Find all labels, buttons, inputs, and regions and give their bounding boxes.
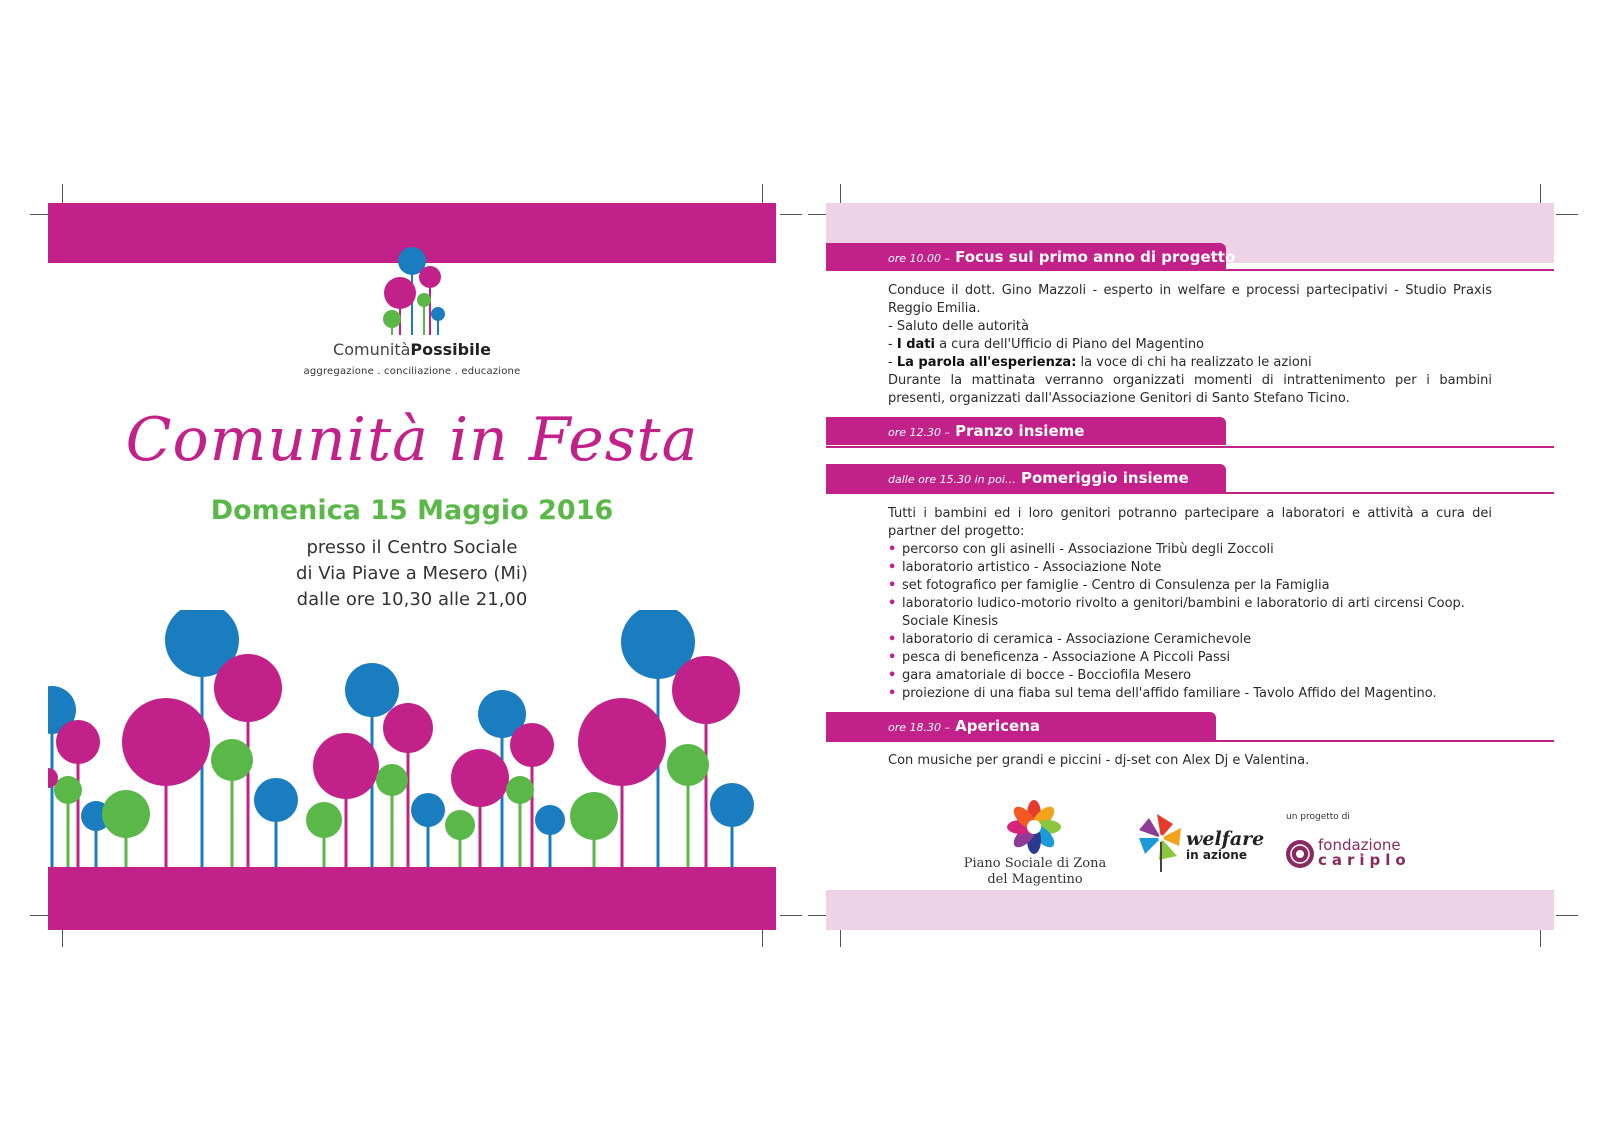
right-footer-bar xyxy=(826,890,1554,930)
piano-sociale-label xyxy=(960,856,1110,888)
section-time: dalle ore 15.30 in poi… xyxy=(888,473,1016,486)
section-divider xyxy=(826,446,1554,448)
piano-line-1: Piano Sociale di Zona xyxy=(963,856,1107,871)
logo-wordmark xyxy=(48,340,776,359)
welfare-sub: in azione xyxy=(1186,848,1247,862)
pinwheel-logo-icon xyxy=(1135,812,1187,872)
logo-word-2: Possibile xyxy=(410,340,491,359)
section-divider xyxy=(826,740,1554,742)
list-item: • laboratorio artistico - Associazione Note xyxy=(888,559,1492,577)
left-footer-bar xyxy=(48,867,776,930)
section-heading: Apericena xyxy=(955,717,1041,735)
focus-line-saluto: - Saluto delle autorità xyxy=(888,319,1029,334)
piano-line-2: del Magentino xyxy=(987,872,1083,887)
fondazione-line-2: cariplo xyxy=(1318,851,1411,869)
list-item: • laboratorio di ceramica - Associazione Ceramichevole xyxy=(888,631,1492,649)
comunita-possibile-logo-icon xyxy=(370,243,460,338)
activity-list xyxy=(888,541,1492,703)
event-venue-line: presso il Centro Sociale xyxy=(306,537,518,558)
fondazione-cariplo-logo-icon xyxy=(1284,838,1316,870)
list-item: • gara amatoriale di bocce - Bocciofila Mesero xyxy=(888,667,1492,685)
item-rest: la voce di chi ha realizzato le azioni xyxy=(1076,355,1312,370)
apericena-text: Con musiche per grandi e piccini - dj-set con Alex Dj e Valentina. xyxy=(888,753,1310,768)
crop-mark xyxy=(780,214,802,215)
section-apericena-body xyxy=(888,752,1492,770)
section-time: ore 18.30 – xyxy=(888,721,951,734)
item-bold: I dati xyxy=(896,337,935,352)
list-item: • proiezione di una fiaba sul tema dell'affido familiare - Tavolo Affido del Magentino. xyxy=(888,685,1492,703)
section-apericena-tab xyxy=(826,712,1216,740)
fondazione-wordmark xyxy=(1318,838,1411,868)
item-prefix: - xyxy=(888,355,897,370)
section-heading: Pranzo insieme xyxy=(955,422,1085,440)
list-item: • set fotografico per famiglie - Centro di Consulenza per la Famiglia xyxy=(888,577,1492,595)
focus-line-closing: Durante la mattinata verranno organizzati momenti di intrattenimento per i bambini presenti, organizzati dall'Associazione Genitori di Santo Stefano Ticino. xyxy=(888,373,1492,406)
fondazione-line-1: fondazione xyxy=(1318,836,1401,854)
list-item: • percorso con gli asinelli - Associazione Tribù degli Zoccoli xyxy=(888,541,1492,559)
section-heading: Focus sul primo anno di progetto xyxy=(955,248,1236,266)
focus-line-conduce: Conduce il dott. Gino Mazzoli - esperto in welfare e processi partecipativi - Studio Praxis Reggio Emilia. xyxy=(888,283,1492,316)
piano-sociale-logo-icon xyxy=(1005,798,1063,856)
event-address-line: di Via Piave a Mesero (Mi) xyxy=(296,563,528,584)
focus-line-dati xyxy=(888,336,1492,354)
section-focus-tab xyxy=(826,243,1236,271)
section-divider xyxy=(826,492,1554,494)
logo-tagline: aggregazione . conciliazione . educazione xyxy=(303,366,521,377)
item-bold: La parola all'esperienza: xyxy=(896,355,1077,370)
event-date: Domenica 15 Maggio 2016 xyxy=(210,495,614,526)
pomeriggio-intro: Tutti i bambini ed i loro genitori potranno partecipare a laboratori e attività a cura dei partner del progetto: xyxy=(888,506,1492,539)
logo-word-1: Comunità xyxy=(333,340,411,359)
list-item: • pesca di beneficenza - Associazione A Piccoli Passi xyxy=(888,649,1492,667)
section-divider xyxy=(826,269,1554,271)
crop-mark xyxy=(780,915,802,916)
event-title: Comunità in Festa xyxy=(125,405,699,475)
section-pomeriggio-tab xyxy=(826,464,1226,492)
section-time: ore 12.30 – xyxy=(888,426,951,439)
section-pomeriggio-body xyxy=(888,505,1492,703)
event-hours-line: dalle ore 10,30 alle 21,00 xyxy=(296,589,528,610)
section-pranzo-tab xyxy=(826,417,1226,445)
item-prefix: - xyxy=(888,337,897,352)
welfare-wordmark xyxy=(1186,830,1264,862)
item-rest: a cura dell'Ufficio di Piano del Magentino xyxy=(934,337,1205,352)
decorative-trees-illustration xyxy=(48,610,776,868)
section-heading: Pomeriggio insieme xyxy=(1021,469,1189,487)
crop-mark xyxy=(1556,214,1578,215)
list-item: • laboratorio ludico-motorio rivolto a genitori/bambini e laboratorio di arti circensi Coop. Sociale Kinesis xyxy=(888,595,1492,631)
welfare-main: welfare xyxy=(1186,828,1265,850)
focus-line-parola xyxy=(888,354,1492,372)
section-time: ore 10.00 – xyxy=(888,252,951,265)
section-focus-body xyxy=(888,282,1492,408)
crop-mark xyxy=(1556,915,1578,916)
fondazione-caption: un progetto di xyxy=(1286,812,1350,822)
